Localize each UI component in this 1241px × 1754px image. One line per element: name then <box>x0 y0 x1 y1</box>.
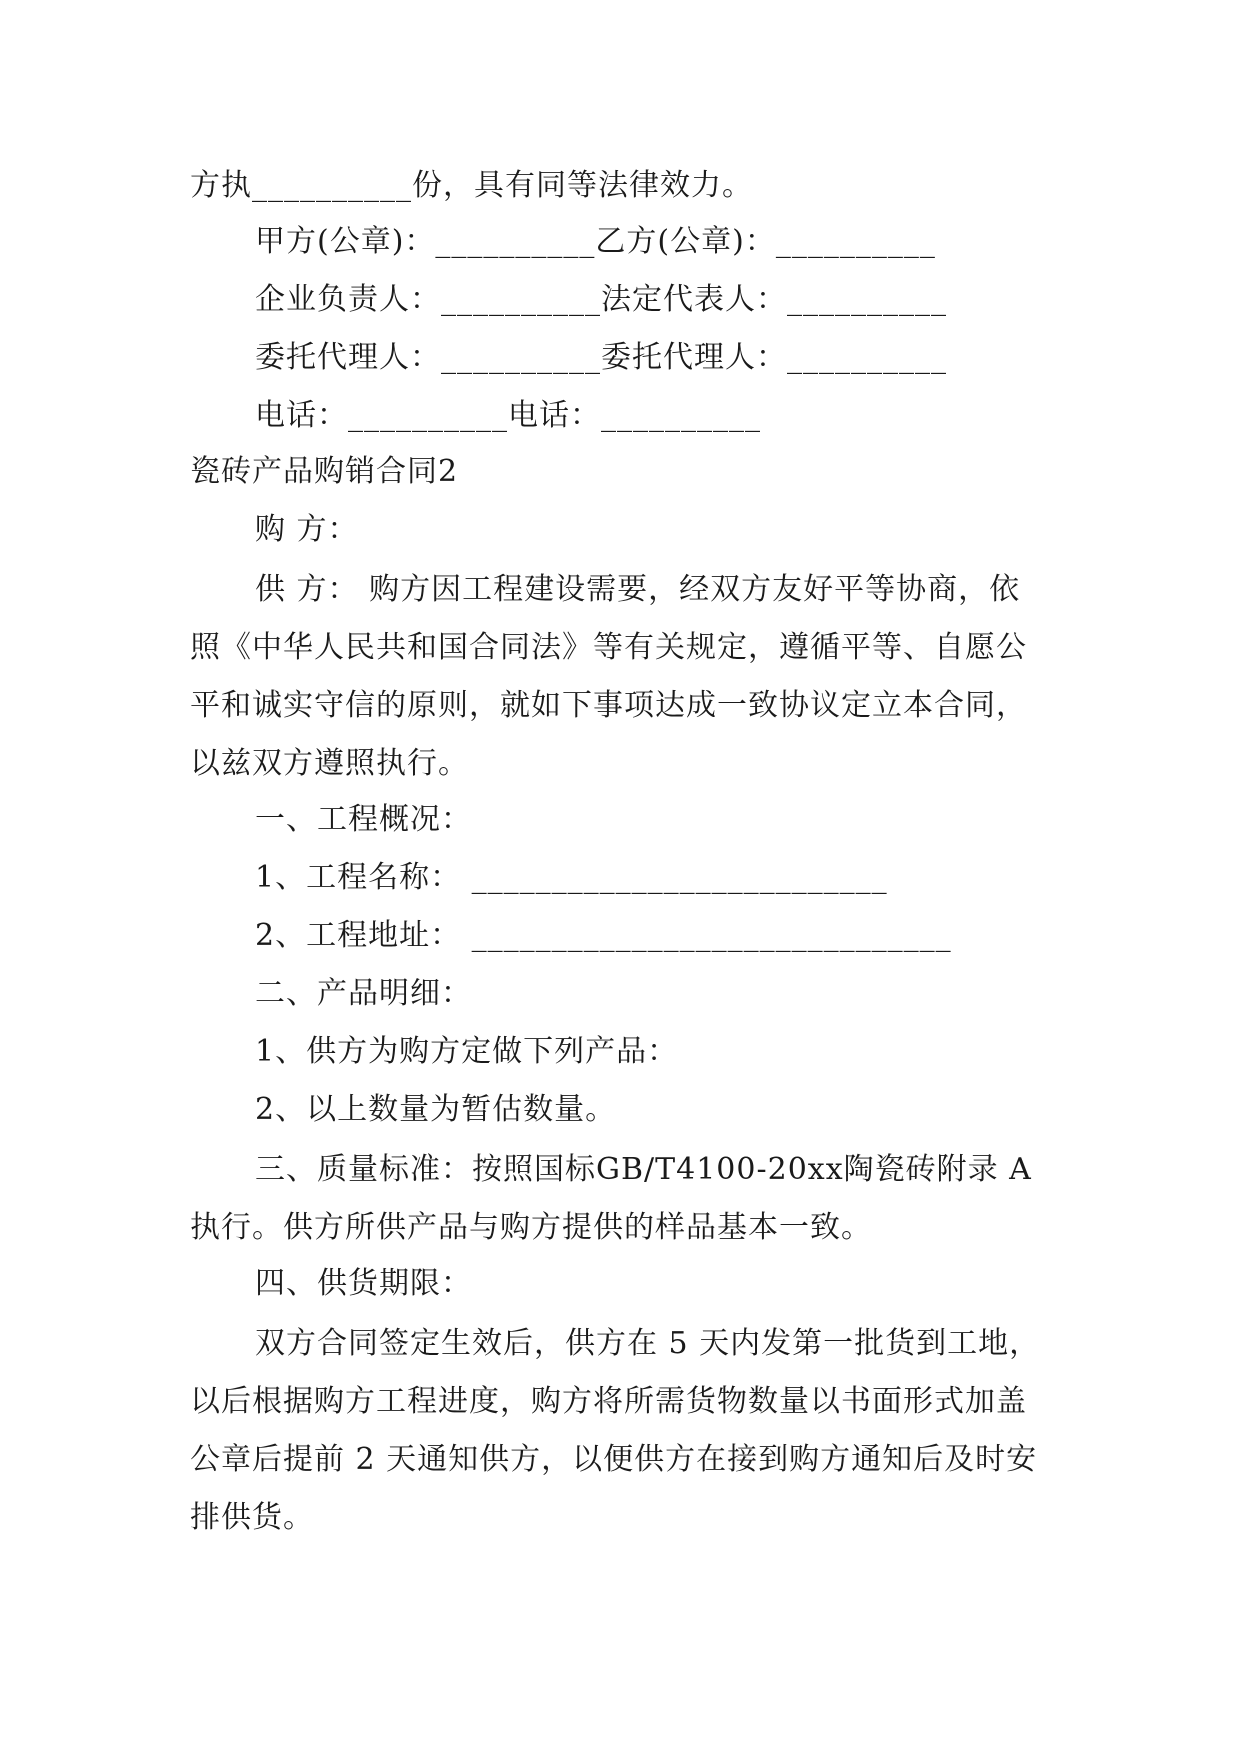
contract-title: 瓷砖产品购销合同2 <box>190 454 459 489</box>
copies-clause: 方执__________份，具有同等法律效力。 <box>190 168 753 203</box>
product-item-2: 2、以上数量为暂估数量。 <box>255 1092 617 1127</box>
project-address-field: 2、工程地址： ______________________________ <box>255 918 952 953</box>
section-2-heading: 二、产品明细： <box>255 976 472 1011</box>
quality-standard-paragraph: 三、质量标准：按照国标GB/T4100-20xx陶瓷砖附录 A执行。供方所供产品与购方提供的样品基本一致。 <box>190 1152 1032 1245</box>
buyer-label: 购 方： <box>255 512 359 547</box>
delivery-paragraph: 双方合同签定生效后，供方在 5 天内发第一批货到工地，以后根据购方工程进度，购方将所需货物数量以书面形式加盖公章后提前 2 天通知供方，以便供方在接到购方通知后及时安排供货。 <box>190 1326 1041 1535</box>
representative-line: 企业负责人：__________法定代表人：__________ <box>255 282 947 317</box>
product-item-1: 1、供方为购方定做下列产品： <box>255 1034 679 1069</box>
project-name-field: 1、工程名称： __________________________ <box>255 860 888 895</box>
supplier-paragraph: 供 方： 购方因工程建设需要，经双方友好平等协商，依照《中华人民共和国合同法》等有关规定，遵循平等、自愿公平和诚实守信的原则，就如下事项达成一致协议定立本合同，以兹双方遵照执行。 <box>190 572 1027 781</box>
section-1-heading: 一、工程概况： <box>255 802 472 837</box>
section-4-heading: 四、供货期限： <box>255 1266 472 1301</box>
seal-line: 甲方(公章)：__________乙方(公章)：__________ <box>255 224 936 259</box>
agent-line: 委托代理人：__________委托代理人：__________ <box>255 340 947 375</box>
phone-line: 电话：__________电话：__________ <box>255 398 761 433</box>
